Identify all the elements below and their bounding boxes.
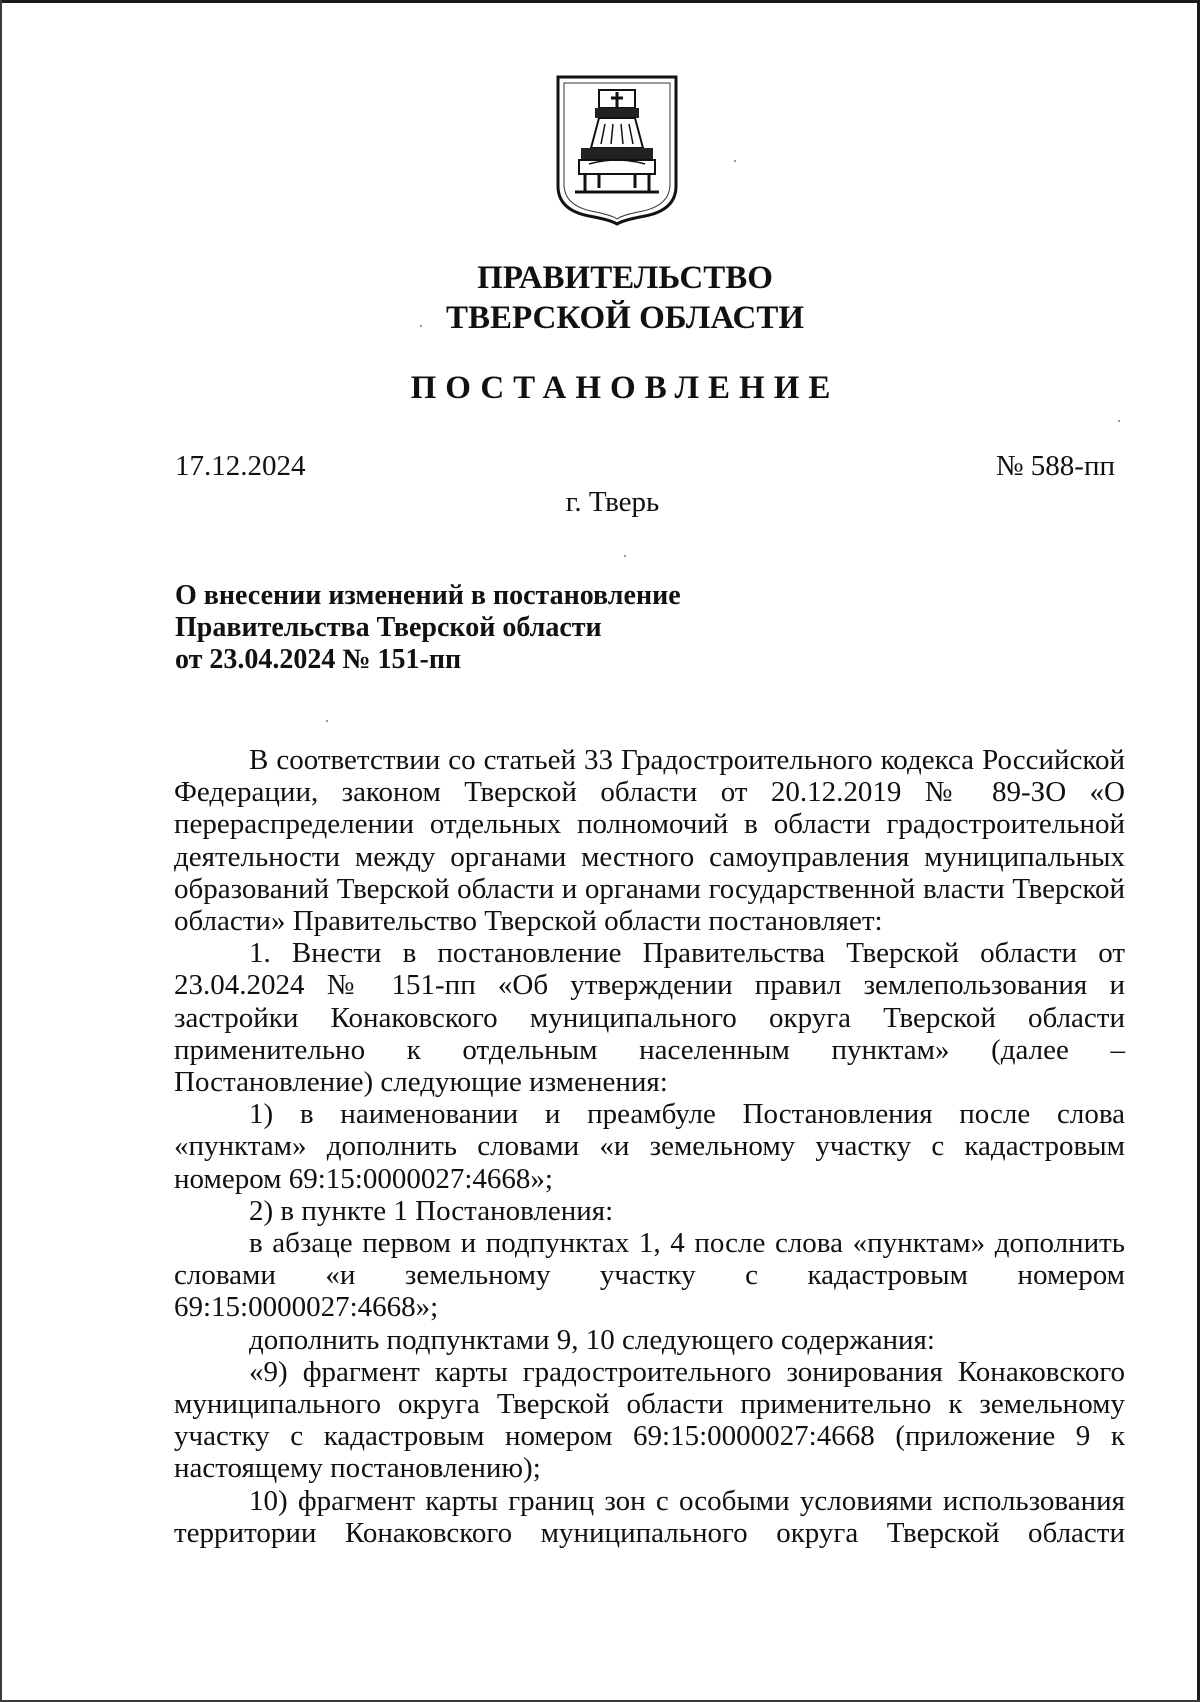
body-paragraph: 1) в наименовании и преамбуле Постановления после слова «пунктам» дополнить словами «и земельному участку с кадастровым номером 69:15:0000027:4668»; [174,1098,1125,1195]
document-subject [175,580,681,676]
organization-line: ПРАВИТЕЛЬСТВО [477,260,773,296]
body-paragraph: «9) фрагмент карты градостроительного зонирования Конаковского муниципального округа Тверской области применительно к земельному участку с кадастровым номером 69:15:0000027:4668 (приложение 9 к настоящему постановлению); [174,1355,1125,1485]
body-paragraph: в абзаце первом и подпунктах 1, 4 после слова «пунктам» дополнить словами «и земельному участку с кадастровым номером 69:15:0000027:4668»; [174,1227,1125,1324]
body-paragraph: 1. Внести в постановление Правительства Тверской области от 23.04.2024 № 151-пп «Об утверждении правил землепользования и застройки Конаковского муниципального округа Тверской области применительно к отдельным населенным пунктам» (далее – Постановление) следующие изменения: [174,937,1125,1099]
body-paragraph: 10) фрагмент карты границ зон с особыми условиями использования территории Конаковского муниципального округа Тверской области [174,1484,1125,1549]
subject-line: О внесении изменений в постановление [175,580,681,611]
organization-line: ТВЕРСКОЙ ОБЛАСТИ [445,300,805,336]
scan-edge [0,0,2,1702]
organization-name [0,258,1200,338]
document-body [174,744,1125,1549]
document-type: ПОСТАНОВЛЕНИЕ [410,370,840,406]
document-number: № 588-пп [995,450,1115,482]
subject-line: Правительства Тверской области [175,612,602,643]
scan-speck [1118,420,1120,422]
scan-speck [326,720,328,722]
document-city: г. Тверь [565,486,660,518]
body-paragraph: дополнить подпунктами 9, 10 следующего содержания: [249,1323,935,1356]
scan-edge [0,0,1200,3]
tver-coat-of-arms-icon [555,74,679,226]
body-paragraph: В соответствии со статьей 33 Градостроительного кодекса Российской Федерации, законом Тверской области от 20.12.2019 № 89-ЗО «О перераспределении отдельных полномочий в области градостроительной деятельности между органами местного самоуправления муниципальных образований Тверской области и органами государственной власти Тверской области» Правительство Тверской области постановляет: [174,744,1125,938]
body-paragraph: 2) в пункте 1 Постановления: [249,1194,614,1227]
scan-speck [734,160,736,162]
document-date: 17.12.2024 [175,450,306,482]
subject-line: от 23.04.2024 № 151-пп [175,644,462,675]
scan-speck [420,325,422,327]
scan-speck [624,555,626,557]
